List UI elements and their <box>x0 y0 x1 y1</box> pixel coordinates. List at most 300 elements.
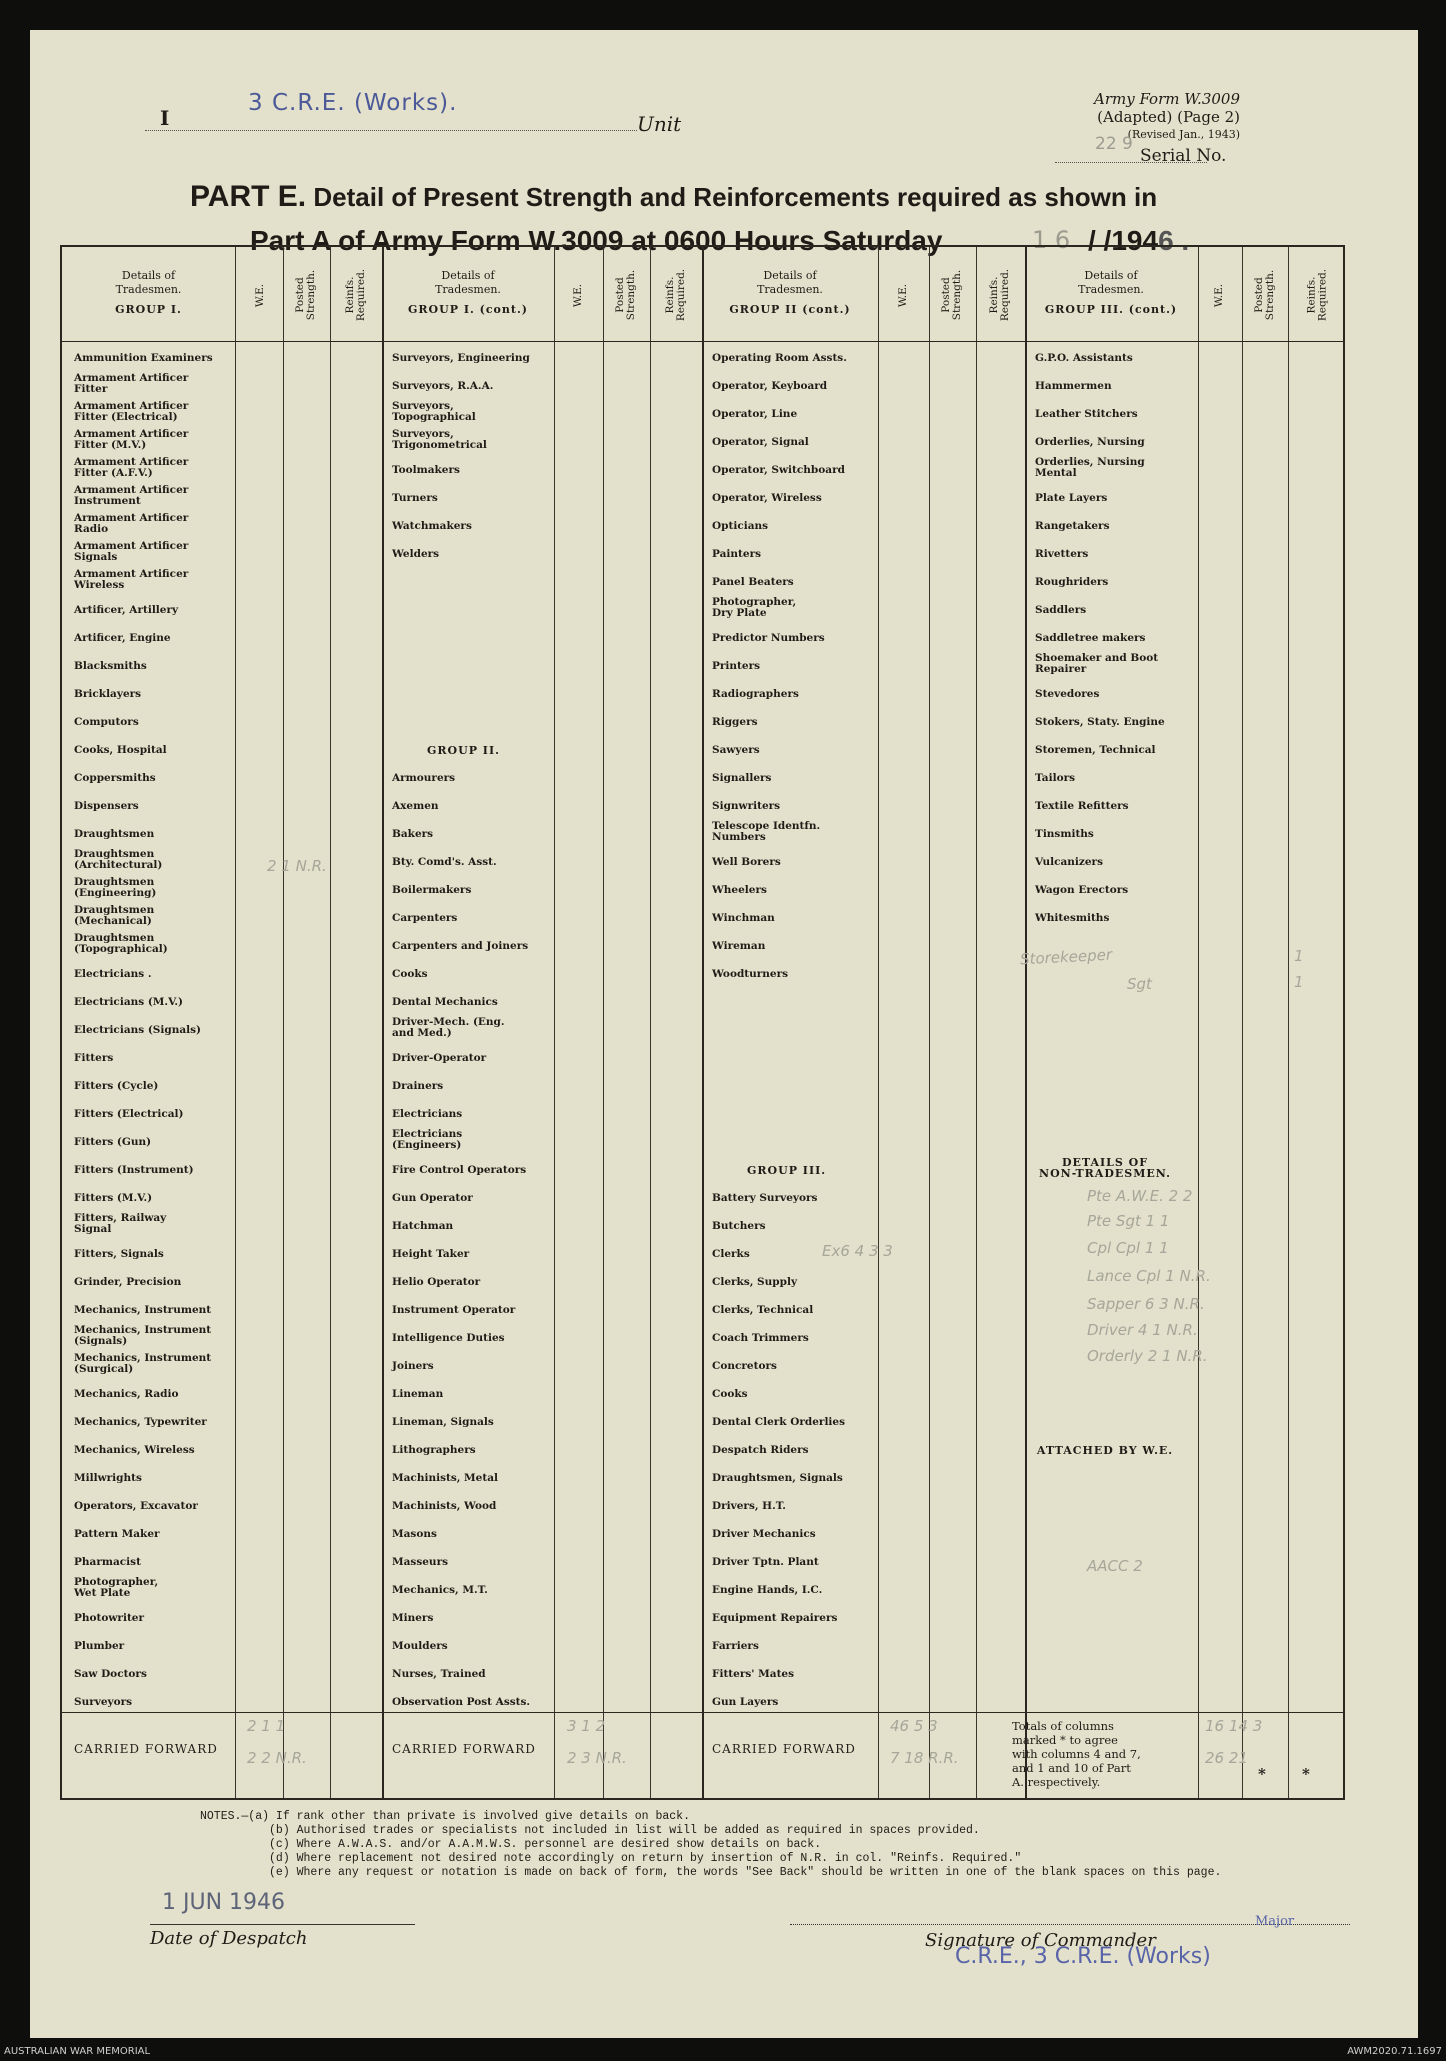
trade-row-label <box>392 913 457 924</box>
trade-row-label <box>712 661 760 672</box>
form-revised: (Revised Jan., 1943) <box>1127 128 1240 141</box>
trade-label-line: Lithographers <box>392 1444 476 1456</box>
trade-row-label <box>74 1641 124 1652</box>
trade-label-line: (Surgical) <box>74 1363 134 1375</box>
trade-row-label <box>1035 633 1145 644</box>
header-text: Tradesmen. <box>757 283 823 296</box>
trade-label-line: Computors <box>74 716 139 728</box>
trade-row-label <box>74 689 141 700</box>
trade-label-line: Painters <box>712 548 762 560</box>
handwritten-value: 2 2 N.R. <box>247 1749 307 1767</box>
trade-row-label <box>392 1613 433 1624</box>
trade-row-label <box>712 1361 777 1372</box>
trade-row-label <box>74 401 188 423</box>
trade-label-line: Surveyors, Engineering <box>392 352 530 364</box>
trade-row-label <box>392 1585 488 1596</box>
subheader-text: W.E. <box>1213 283 1226 307</box>
trade-label-line: Sawyers <box>712 744 760 756</box>
trade-row-label <box>74 1529 160 1540</box>
trade-row-label <box>1035 745 1156 756</box>
subheader-text: Posted Strength. <box>294 269 318 321</box>
trade-row-label <box>74 1213 166 1235</box>
trade-row-label <box>712 885 767 896</box>
trade-label-line: Wagon Erectors <box>1035 884 1129 896</box>
handwritten-value: 1 <box>1294 973 1304 991</box>
trade-row-label <box>74 969 151 980</box>
trade-label-line: Carpenters <box>392 912 458 924</box>
trade-row-label <box>392 829 433 840</box>
subheader-text: W.E. <box>896 283 909 307</box>
trade-label-line: Orderlies, Nursing <box>1035 436 1145 448</box>
trade-label-line: Saddletree makers <box>1035 632 1146 644</box>
subheader-reinf <box>650 253 702 337</box>
handwritten-value: Driver 4 1 N.R. <box>1087 1321 1198 1339</box>
header-group: GROUP III. (cont.) <box>1044 303 1178 316</box>
trade-label-line: Surveyors, <box>392 400 454 412</box>
handwritten-value: Pte A.W.E. 2 2 <box>1087 1187 1193 1205</box>
trade-row-label <box>1035 549 1088 560</box>
trade-label-line: Electricians (Signals) <box>74 1024 202 1036</box>
trade-row-label <box>712 821 820 843</box>
header-text: Details of <box>1084 269 1138 282</box>
trade-label-line: and Med.) <box>392 1027 452 1039</box>
trade-label-line: ATTACHED BY W.E. <box>1036 1444 1174 1457</box>
trade-row-label <box>392 1129 462 1151</box>
trade-row-label <box>712 1193 817 1204</box>
column-divider <box>878 247 879 1798</box>
trade-row-label <box>712 381 827 392</box>
trade-label-line: Photographer, <box>74 1576 159 1588</box>
totals-note-line: A. respectively. <box>1012 1775 1101 1789</box>
trade-label-line: Textile Refitters <box>1035 800 1129 812</box>
trade-label-line: Operator, Line <box>712 408 798 420</box>
trade-label-line: Panel Beaters <box>712 576 794 588</box>
trade-row-label <box>74 1353 211 1375</box>
trade-label-line: Gun Operator <box>392 1192 473 1204</box>
trade-row-label <box>392 549 439 560</box>
trade-label-line: Wheelers <box>712 884 767 896</box>
trade-label-line: Operator, Keyboard <box>712 380 828 392</box>
column-divider <box>1242 247 1243 1798</box>
trade-label-line: Pharmacist <box>74 1556 141 1568</box>
trade-label-line: Clerks <box>712 1248 750 1260</box>
trade-row-label <box>392 885 471 896</box>
handwritten-value: Orderly 2 1 N.R. <box>1087 1347 1208 1365</box>
trade-row-label <box>712 773 771 784</box>
trade-label-line: Armament Artificer <box>74 400 189 412</box>
subheader-text: Posted Strength. <box>940 269 964 321</box>
trade-label-line: Artificer, Artillery <box>74 604 179 616</box>
title-text-1: Detail of Present Strength and Reinforcements required as shown in <box>313 182 1158 212</box>
unit-number: I <box>160 106 170 130</box>
trade-row-label <box>74 745 167 756</box>
trade-label-line: (Mechanical) <box>74 915 152 927</box>
trade-label-line: Radiographers <box>712 688 799 700</box>
trade-row-label <box>712 1669 794 1680</box>
trade-row-label <box>392 1221 453 1232</box>
carried-forward-rule <box>62 1712 1343 1713</box>
trade-label-line: Woodturners <box>712 968 789 980</box>
totals-note-line: marked * to agree <box>1012 1733 1118 1747</box>
trade-row-label <box>712 1501 786 1512</box>
trade-label-line: Draughtsmen <box>74 848 155 860</box>
trade-label-line: Concretors <box>712 1360 777 1372</box>
column-divider <box>929 247 930 1798</box>
trade-label-line: Ammunition Examiners <box>74 352 213 364</box>
trade-row-label <box>392 1529 437 1540</box>
trade-label-line: Repairer <box>1035 663 1087 675</box>
trade-row-label <box>74 717 139 728</box>
trade-label-line: Electricians <box>392 1108 463 1120</box>
handwritten-value: Cpl Cpl 1 1 <box>1087 1239 1169 1257</box>
subheader-text: W.E. <box>571 283 584 307</box>
handwritten-value: 7 18 R.R. <box>890 1749 959 1767</box>
trade-label-line: DETAILS OF <box>1061 1156 1149 1169</box>
trade-row-label <box>74 829 154 840</box>
trade-row-label <box>392 941 528 952</box>
handwritten-value: Ex6 4 3 3 <box>822 1242 893 1260</box>
trade-label-line: Hatchman <box>392 1220 454 1232</box>
trade-row-label <box>74 373 188 395</box>
trade-row-label <box>392 401 476 423</box>
trade-row-label <box>712 465 845 476</box>
trade-row-label <box>392 465 460 476</box>
subheader-we <box>878 253 929 337</box>
notes: NOTES.—(a) If rank other than private is involved give details on back. (b) Authorised trades or specialists not included in list will be added as required in spaces provided. (c) Where A.W.A.S. and/or A.A.M.W.S. personnel are desired show details on back. (d) Where replacement not desired note accordingly on return by insertion of N.R. in col. "Reinfs. Required." (e) Where any request or notation is made on back of form, the words "See Back" should be written in one of the blank spaces on this page. <box>200 1810 1222 1879</box>
unit-stamp: 3 C.R.E. (Works). <box>248 90 458 116</box>
trade-row-label <box>712 1221 766 1232</box>
totals-note <box>1012 1719 1141 1789</box>
trade-row-label <box>712 549 761 560</box>
footer-right: AWM2020.71.1697 <box>1347 2046 1442 2057</box>
trade-label-line: Plumber <box>74 1640 125 1652</box>
header-group: GROUP I. <box>115 303 182 316</box>
trade-label-line: Coppersmiths <box>74 772 156 784</box>
trade-label-line: Millwrights <box>74 1472 142 1484</box>
trade-label-line: Equipment Repairers <box>712 1612 838 1624</box>
trade-label-line: Mechanics, Radio <box>74 1388 179 1400</box>
group-heading <box>427 745 500 756</box>
group-divider <box>1025 247 1027 1798</box>
trade-row-label <box>392 1557 448 1568</box>
trade-row-label <box>392 1697 530 1708</box>
trade-label-line: Operator, Switchboard <box>712 464 845 476</box>
trade-row-label <box>392 1277 480 1288</box>
trade-label-line: GROUP III. <box>747 1164 827 1177</box>
trade-label-line: Height Taker <box>392 1248 470 1260</box>
trade-label-line: Rivetters <box>1035 548 1089 560</box>
trade-label-line: Wet Plate <box>74 1587 131 1599</box>
trade-label-line: Boilermakers <box>392 884 472 896</box>
trade-row-label <box>1035 773 1075 784</box>
trade-label-line: Armament Artificer <box>74 484 189 496</box>
trade-label-line: Artificer, Engine <box>74 632 171 644</box>
trade-row-label <box>1035 437 1145 448</box>
trade-label-line: Tailors <box>1035 772 1076 784</box>
column-divider <box>235 247 236 1798</box>
subheader-we <box>238 253 283 337</box>
trade-row-label <box>712 409 797 420</box>
totals-note-line: and 1 and 10 of Part <box>1012 1761 1131 1775</box>
serial-handwritten: 22 9 <box>1095 134 1133 154</box>
trade-label-line: Fitters, Railway <box>74 1212 167 1224</box>
trade-row-label <box>1035 493 1107 504</box>
trade-label-line: Electricians . <box>74 968 152 980</box>
header-rule <box>62 341 1343 342</box>
trade-row-label <box>74 457 188 479</box>
trade-label-line: Helio Operator <box>392 1276 481 1288</box>
trade-label-line: Whitesmiths <box>1035 912 1110 924</box>
trade-label-line: Mechanics, M.T. <box>392 1584 488 1596</box>
header-group: GROUP II (cont.) <box>729 303 851 316</box>
trade-row-label <box>392 1053 486 1064</box>
trade-row-label <box>74 1417 207 1428</box>
trade-label-line: Mechanics, Instrument <box>74 1304 212 1316</box>
trade-row-label <box>74 569 188 591</box>
trade-label-line: Signals <box>74 551 118 563</box>
trade-label-line: Drainers <box>392 1080 444 1092</box>
part-label: PART E. <box>190 180 307 213</box>
trade-label-line: Dry Plate <box>712 607 767 619</box>
column-divider <box>976 247 977 1798</box>
trade-row-label <box>74 1501 198 1512</box>
trade-row-label <box>712 801 780 812</box>
trade-row-label <box>392 353 530 364</box>
trade-label-line: NON-TRADESMEN. <box>1039 1167 1171 1180</box>
despatch-line <box>150 1924 415 1925</box>
subheader-text: Reinfs. Required. <box>664 268 687 322</box>
trade-label-line: Mechanics, Typewriter <box>74 1416 207 1428</box>
trade-row-label <box>712 1389 748 1400</box>
trade-label-line: Wireless <box>74 579 125 591</box>
trade-row-label <box>392 1109 462 1120</box>
trade-row-label <box>392 1445 476 1456</box>
trade-row-label <box>712 1529 816 1540</box>
trade-label-line: Driver Tptn. Plant <box>712 1556 819 1568</box>
handwritten-value: 2 1 1 <box>247 1717 286 1735</box>
trade-label-line: Driver Mechanics <box>712 1528 816 1540</box>
handwritten-value: AACC 2 <box>1087 1557 1143 1575</box>
trade-label-line: Surveyors, <box>392 428 454 440</box>
trade-row-label <box>74 1389 178 1400</box>
trade-row-label <box>74 1325 211 1347</box>
trade-row-label <box>392 1333 505 1344</box>
asterisk-1: * <box>1258 1765 1266 1783</box>
trade-label-line: Fitters' Mates <box>712 1668 795 1680</box>
trade-label-line: Electricians (M.V.) <box>74 996 184 1008</box>
trade-label-line: Numbers <box>712 831 766 843</box>
trade-label-line: Drivers, H.T. <box>712 1500 786 1512</box>
header-details-1 <box>382 269 554 317</box>
subheader-we <box>554 253 603 337</box>
trade-label-line: Miners <box>392 1612 434 1624</box>
trade-row-label <box>74 905 154 927</box>
trade-row-label <box>712 1585 822 1596</box>
trade-row-label <box>392 1081 443 1092</box>
trade-row-label <box>392 1193 473 1204</box>
trade-label-line: Despatch Riders <box>712 1444 809 1456</box>
trade-label-line: Fitters (M.V.) <box>74 1192 153 1204</box>
trade-label-line: Lineman <box>392 1388 444 1400</box>
handwritten-value: 2 1 N.R. <box>267 857 327 875</box>
trade-row-label <box>712 597 796 619</box>
trade-row-label <box>74 1053 113 1064</box>
trade-row-label <box>712 1613 837 1624</box>
trade-row-label <box>712 745 760 756</box>
asterisk-2: * <box>1302 1765 1310 1783</box>
trade-row-label <box>712 1697 778 1708</box>
subheader-posted <box>283 253 330 337</box>
subheader-we <box>1198 253 1242 337</box>
trade-label-line: Photowriter <box>74 1612 145 1624</box>
trade-row-label <box>392 857 497 868</box>
trade-label-line: Instrument <box>74 495 141 507</box>
trade-row-label <box>712 717 758 728</box>
trade-row-label <box>712 1305 813 1316</box>
trade-label-line: Pattern Maker <box>74 1528 160 1540</box>
subheader-posted <box>603 253 650 337</box>
trade-label-line: Dispensers <box>74 800 139 812</box>
trade-row-label <box>74 1165 194 1176</box>
trade-label-line: Draughtsmen <box>74 904 155 916</box>
trade-row-label <box>392 381 493 392</box>
trade-row-label <box>712 1417 845 1428</box>
trade-row-label <box>392 1249 469 1260</box>
trade-row-label <box>74 849 162 871</box>
trade-label-line: (Signals) <box>74 1335 128 1347</box>
trade-label-line: Cooks <box>712 1388 748 1400</box>
trade-label-line: Leather Stitchers <box>1035 408 1138 420</box>
handwritten-value: Pte Sgt 1 1 <box>1087 1212 1170 1230</box>
trade-label-line: Signwriters <box>712 800 781 812</box>
trade-label-line: Cooks, Hospital <box>74 744 167 756</box>
trade-row-label <box>712 1445 809 1456</box>
trade-row-label <box>74 633 171 644</box>
trade-label-line: Mechanics, Instrument <box>74 1352 212 1364</box>
column-divider <box>650 247 651 1798</box>
trade-label-line: Fitters (Instrument) <box>74 1164 194 1176</box>
unit-label: Unit <box>637 112 682 136</box>
trade-label-line: Toolmakers <box>392 464 460 476</box>
column-divider <box>554 247 555 1798</box>
trade-label-line: Blacksmiths <box>74 660 147 672</box>
header-text: Tradesmen. <box>1078 283 1144 296</box>
trade-row-label <box>1035 689 1099 700</box>
trade-row-label <box>1035 653 1158 675</box>
handwritten-value: 3 1 2 <box>567 1717 606 1735</box>
trade-label-line: (Engineering) <box>74 887 157 899</box>
trade-label-line: Stokers, Staty. Engine <box>1035 716 1165 728</box>
serial-label: Serial No. <box>1140 146 1227 166</box>
handwritten-value: Sgt <box>1127 975 1152 993</box>
trade-label-line: Fitters (Gun) <box>74 1136 152 1148</box>
trade-row-label <box>74 1249 164 1260</box>
trade-label-line: Masseurs <box>392 1556 449 1568</box>
trade-row-label <box>74 1109 183 1120</box>
trade-label-line: Storemen, Technical <box>1035 744 1156 756</box>
trade-row-label <box>712 913 775 924</box>
trade-label-line: Dental Mechanics <box>392 996 498 1008</box>
trade-label-line: Saddlers <box>1035 604 1087 616</box>
trade-label-line: Electricians <box>392 1128 463 1140</box>
trade-label-line: Armament Artificer <box>74 540 189 552</box>
trade-label-line: Watchmakers <box>392 520 472 532</box>
trade-label-line: Mental <box>1035 467 1077 479</box>
trade-label-line: Signal <box>74 1223 112 1235</box>
header-details-3 <box>1025 269 1197 317</box>
trade-label-line: Grinder, Precision <box>74 1276 182 1288</box>
trade-row-label <box>712 1333 809 1344</box>
trade-row-label <box>1035 381 1112 392</box>
header-text: Tradesmen. <box>435 283 501 296</box>
trade-row-label <box>392 429 487 451</box>
trade-row-label <box>712 1473 843 1484</box>
trade-row-label <box>392 1389 443 1400</box>
header-group: GROUP I. (cont.) <box>408 303 528 316</box>
trade-row-label <box>1035 801 1129 812</box>
handwritten-value: 26 21 <box>1205 1749 1248 1767</box>
group-heading <box>1035 1157 1175 1179</box>
handwritten-value: 2 3 N.R. <box>567 1749 627 1767</box>
trade-label-line: Topographical <box>392 411 476 423</box>
trade-label-line: Lineman, Signals <box>392 1416 494 1428</box>
trade-row-label <box>392 801 439 812</box>
trade-row-label <box>74 1473 142 1484</box>
trade-row-label <box>74 1557 141 1568</box>
trade-label-line: Carpenters and Joiners <box>392 940 529 952</box>
signature-rank: Major <box>1255 1914 1295 1929</box>
trade-row-label <box>712 521 768 532</box>
trade-row-label <box>74 1305 211 1316</box>
trade-row-label <box>1035 717 1165 728</box>
trade-row-label <box>392 1501 496 1512</box>
trade-label-line: Observation Post Assts. <box>392 1696 531 1708</box>
trade-row-label <box>712 493 822 504</box>
trade-row-label <box>1035 829 1094 840</box>
trade-label-line: Wireman <box>712 940 766 952</box>
trade-label-line: Winchman <box>712 912 775 924</box>
trade-label-line: Engine Hands, I.C. <box>712 1584 823 1596</box>
subheader-posted <box>929 253 976 337</box>
trade-row-label <box>74 1577 158 1599</box>
trade-row-label <box>1035 521 1109 532</box>
trade-label-line: Radio <box>74 523 109 535</box>
trade-label-line: Hammermen <box>1035 380 1112 392</box>
strength-table <box>60 245 1345 1800</box>
trade-row-label <box>74 485 188 507</box>
handwritten-value: 1 <box>1294 947 1304 965</box>
trade-label-line: Signallers <box>712 772 772 784</box>
trade-row-label <box>1035 577 1108 588</box>
trade-label-line: Surveyors, R.A.A. <box>392 380 494 392</box>
trade-row-label <box>74 1025 201 1036</box>
trade-row-label <box>712 353 847 364</box>
trade-row-label <box>712 1557 819 1568</box>
trade-label-line: Fitter (M.V.) <box>74 439 147 451</box>
trade-label-line: Coach Trimmers <box>712 1332 809 1344</box>
group-divider <box>382 247 384 1798</box>
carried-forward-label: CARRIED FORWARD <box>712 1742 856 1756</box>
trade-label-line: Operators, Excavator <box>74 1500 198 1512</box>
trade-row-label <box>74 997 183 1008</box>
title-slashes: / /194 <box>1088 225 1159 256</box>
trade-label-line: Armament Artificer <box>74 568 189 580</box>
trade-row-label <box>74 353 213 364</box>
despatch-date-stamp: 1 JUN 1946 <box>162 1890 286 1915</box>
trade-label-line: Vulcanizers <box>1035 856 1104 868</box>
trade-row-label <box>1035 353 1133 364</box>
trade-label-line: Fitters <box>74 1052 114 1064</box>
